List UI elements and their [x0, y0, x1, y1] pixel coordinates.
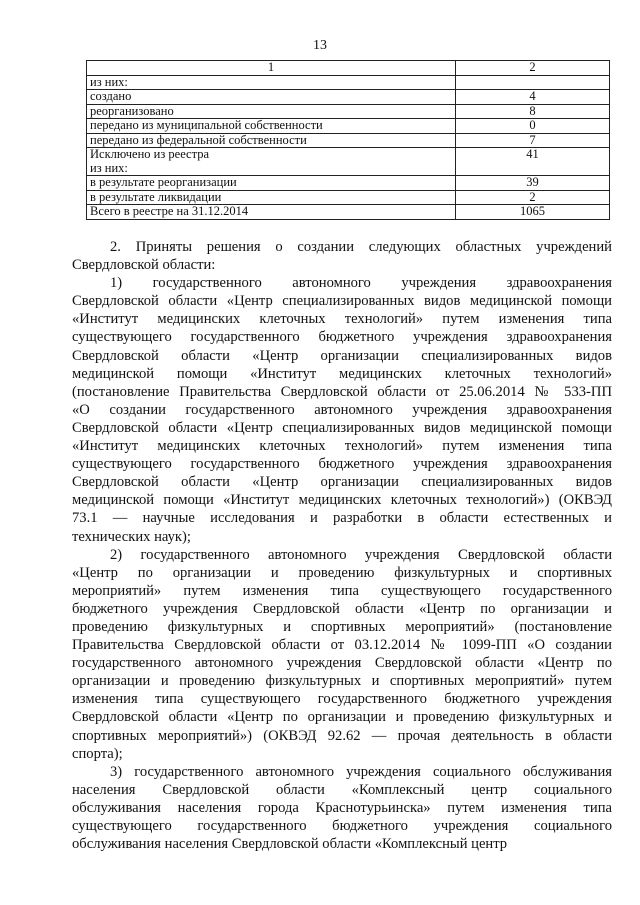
table-row	[87, 176, 610, 191]
text-line: существующего государственного бюджетного учреждения здравоохранения	[72, 456, 612, 473]
cell-text	[459, 162, 606, 176]
text-line: организации и проведению физкультурных и спортивных мероприятий» путем	[72, 673, 612, 690]
cell-text: 4	[529, 89, 536, 103]
table-cell-label	[87, 90, 456, 105]
text-line: существующего государственного бюджетного учреждения социального	[72, 818, 612, 834]
text-line: населения Свердловской области «Комплексный центр социального	[72, 781, 612, 798]
table-row	[87, 205, 610, 220]
table-header-cell: 1	[87, 61, 456, 76]
text-line: «О создании государственного автономного учреждения здравоохранения	[72, 401, 612, 418]
table-row	[87, 104, 610, 119]
text-line: спорта);	[72, 745, 123, 762]
text-line: 2. Приняты решения о создании следующих областных учреждений	[110, 239, 612, 255]
cell-text: 0	[529, 118, 536, 132]
table-cell-label	[87, 133, 456, 148]
table-cell-value	[456, 148, 610, 176]
text-line: обслуживания населения Свердловской области «Комплексный центр	[72, 836, 508, 853]
text-line: (постановление Правительства Свердловской области от 25.06.2014 № 533-ПП	[72, 383, 612, 400]
table-cell-label	[87, 104, 456, 119]
cell-text: в результате ликвидации	[90, 189, 222, 204]
text-line: медицинской помощи «Институт медицинских клеточных технологий») (ОКВЭД	[72, 492, 612, 509]
text-line: Свердловской области «Центр организации специализированных видов	[72, 347, 612, 364]
cell-text: в результате реорганизации	[90, 175, 237, 189]
text-line: Свердловской области «Центр специализированных видов медицинской помощи	[72, 293, 612, 310]
cell-text: из них:	[90, 160, 128, 175]
page-number: 13	[313, 38, 327, 53]
document-body	[72, 238, 612, 853]
table-row	[87, 148, 610, 176]
cell-text: реорганизовано	[90, 103, 174, 118]
text-line: 1) государственного автономного учреждения здравоохранения	[110, 275, 612, 292]
text-line: технических наук);	[72, 528, 191, 545]
text-line: «Институт медицинских клеточных технологий» путем изменения типа	[72, 438, 612, 455]
table-header-cell: 2	[456, 61, 610, 76]
text-line: проведению физкультурных и спортивных мероприятий» (постановление	[72, 618, 612, 635]
table-header-row	[87, 61, 610, 76]
text-line: Свердловской области:	[72, 257, 216, 274]
table-row	[87, 90, 610, 105]
table-cell-label	[87, 190, 456, 205]
text-line: «Институт медицинских клеточных технологий» путем изменения типа	[72, 311, 612, 328]
text-line: 2) государственного автономного учреждения Свердловской области	[110, 546, 612, 563]
table-cell-value	[456, 90, 610, 105]
table-cell-value	[456, 104, 610, 119]
text-line: Свердловской области «Центр по организации и проведению физкультурных и	[72, 709, 612, 726]
text-line: государственного автономного учреждения Свердловской области «Центр по	[72, 655, 612, 672]
cell-text	[459, 76, 606, 90]
text-line: Свердловской области «Центр организации специализированных видов	[72, 474, 612, 491]
table-body	[87, 75, 610, 219]
cell-text: 1065	[520, 204, 545, 218]
cell-text: 41	[526, 147, 539, 161]
table-cell-label	[87, 148, 456, 176]
table-row	[87, 119, 610, 134]
table-cell-value	[456, 75, 610, 90]
table-cell-value	[456, 176, 610, 191]
table-cell-value	[456, 119, 610, 134]
table-cell-label	[87, 119, 456, 134]
table-cell-label	[87, 205, 456, 220]
cell-text: 39	[526, 175, 539, 189]
table-row	[87, 190, 610, 205]
table-cell-value	[456, 133, 610, 148]
text-line: 3) государственного автономного учреждения социального обслуживания	[110, 763, 612, 780]
text-line: обслуживания населения города Краснотурьинска» путем изменения типа	[72, 799, 612, 816]
text-line: спортивных мероприятий») (ОКВЭД 92.62 — прочая деятельность в области	[72, 727, 612, 744]
text-line: мероприятий» путем изменения типа существующего государственного	[72, 582, 612, 599]
text-line: Свердловской области «Центр специализированных видов медицинской помощи	[72, 419, 612, 436]
text-line: 73.1 — научные исследования и разработки в области естественных и	[72, 510, 612, 527]
table-row	[87, 75, 610, 90]
cell-text: из них:	[90, 74, 128, 89]
table-row	[87, 133, 610, 148]
cell-text: Исключено из реестра	[90, 147, 210, 161]
text-line: Правительства Свердловской области от 03.12.2014 № 1099-ПП «О создании	[72, 637, 612, 654]
cell-text: создано	[90, 89, 132, 103]
table-cell-label	[87, 176, 456, 191]
text-line: «Центр по организации и проведению физкультурных и спортивных	[72, 564, 612, 581]
cell-text: 7	[529, 132, 536, 147]
table-cell-value	[456, 190, 610, 205]
cell-text: 8	[529, 103, 536, 118]
text-line: существующего государственного бюджетного учреждения здравоохранения	[72, 329, 612, 346]
cell-text: передано из федеральной собственности	[90, 132, 307, 147]
cell-text: 2	[529, 189, 536, 204]
text-line: бюджетного учреждения Свердловской области «Центр по организации и	[72, 600, 612, 617]
table-cell-label	[87, 75, 456, 90]
table-cell-value	[456, 205, 610, 220]
cell-text: передано из муниципальной собственности	[90, 118, 323, 132]
registry-table	[86, 60, 610, 220]
text-line: медицинской помощи «Институт медицинских клеточных технологий»	[72, 365, 612, 382]
cell-text: Всего в реестре на 31.12.2014	[90, 204, 249, 218]
text-line: изменения типа существующего государственного бюджетного учреждения	[72, 691, 612, 708]
